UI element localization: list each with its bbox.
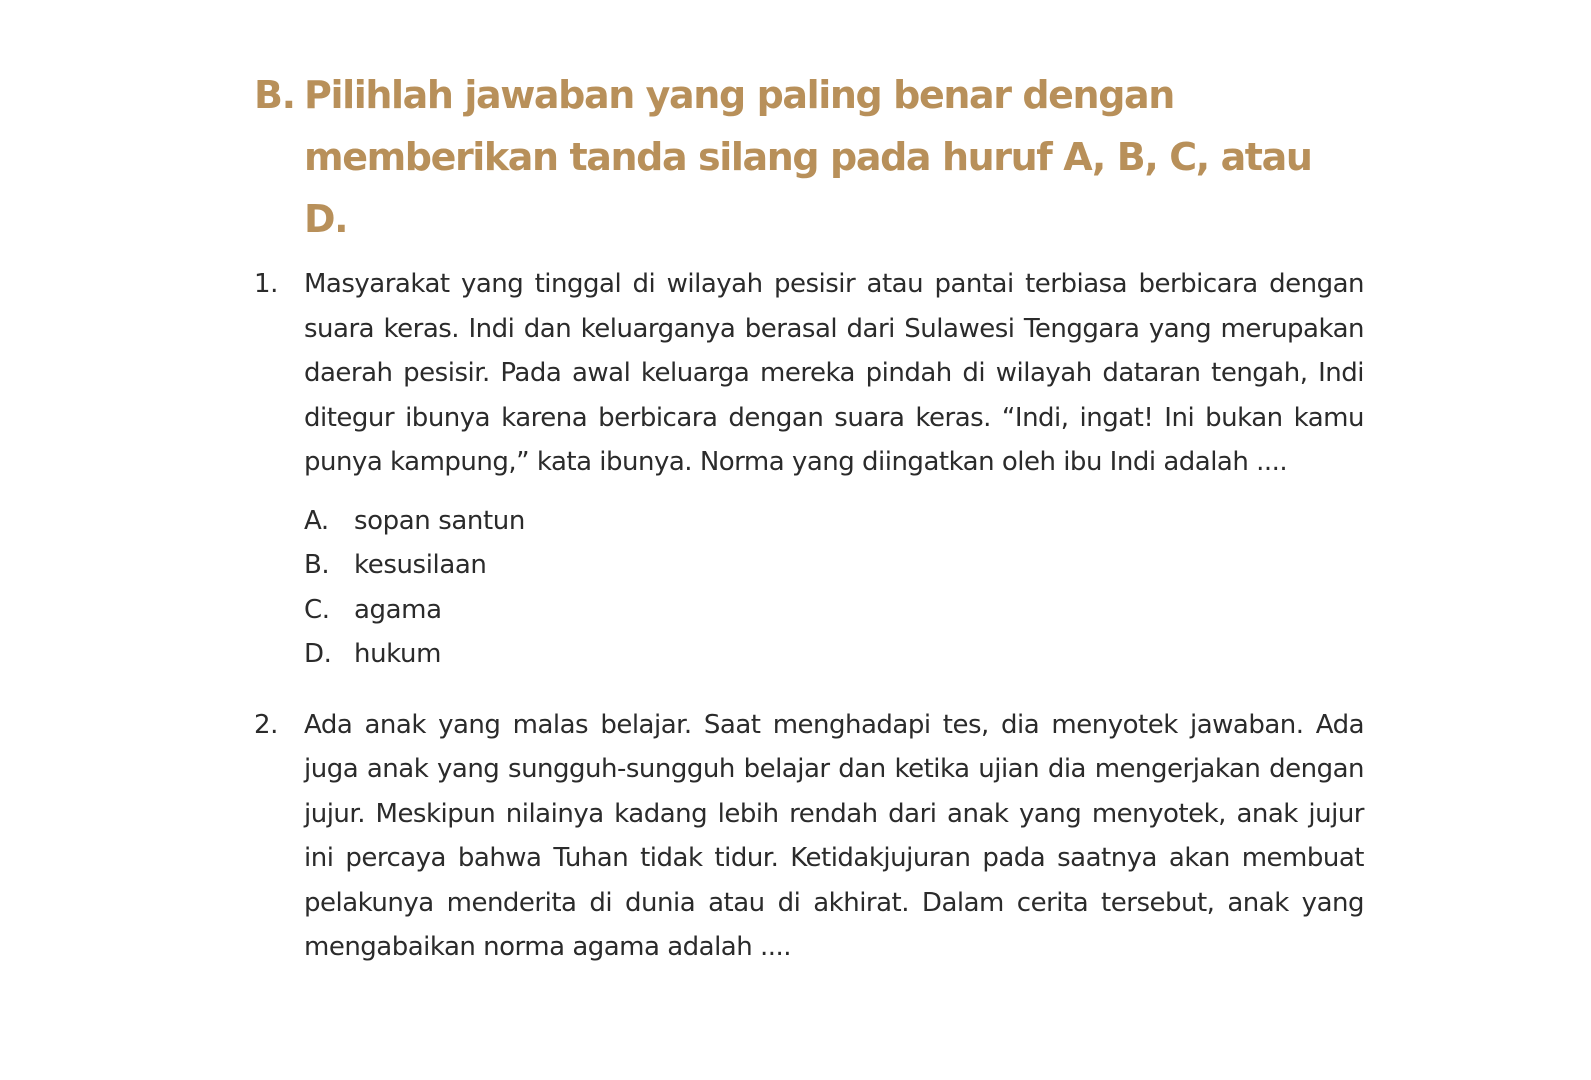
option-d[interactable]	[304, 632, 1364, 677]
section-heading	[254, 64, 1364, 250]
question-number: 2.	[254, 709, 279, 740]
question-number: 1.	[254, 269, 279, 299]
option-a[interactable]	[304, 499, 1364, 544]
option-text: agama	[354, 594, 442, 625]
question-1	[254, 262, 1364, 677]
question-body	[304, 703, 1364, 970]
option-letter: A.	[304, 505, 329, 536]
question-stem: Masyarakat yang tinggal di wilayah pesisir atau pantai terbiasa berbicara dengan suara keras. Indi dan keluarganya berasal dari Sulawesi Tenggara yang merupakan daerah pesisir. Pada awal keluarga mereka pindah di wilayah dataran tengah, Indi ditegur ibunya karena berbicara dengan suara keras. “Indi, ingat! Ini bukan kamu punya kampung,” kata ibunya. Norma yang diingatkan oleh ibu Indi adalah ....	[304, 269, 1364, 477]
answer-options	[304, 499, 1364, 677]
question-body	[304, 262, 1364, 677]
option-b[interactable]	[304, 543, 1364, 588]
option-text: hukum	[354, 639, 442, 669]
option-c[interactable]	[304, 588, 1364, 633]
question-2	[254, 703, 1364, 970]
worksheet-page	[254, 64, 1364, 970]
section-marker: B.	[254, 73, 295, 117]
option-text: sopan santun	[354, 505, 525, 536]
question-stem: Ada anak yang malas belajar. Saat menghadapi tes, dia menyotek jawaban. Ada juga anak yang sungguh-sungguh belajar dan ketika ujian dia mengerjakan dengan jujur. Meskipun nilainya kadang lebih rendah dari anak yang menyotek, anak jujur ini percaya bahwa Tuhan tidak tidur. Ketidakjujuran pada saatnya akan membuat pelakunya menderita di dunia atau di akhirat. Dalam cerita tersebut, anak yang mengabaikan norma agama adalah ....	[304, 709, 1364, 962]
option-text: kesusilaan	[354, 550, 487, 580]
option-letter: C.	[304, 594, 330, 625]
section-instruction: Pilihlah jawaban yang paling benar dengan memberikan tanda silang pada huruf A, B, C, atau D.	[304, 73, 1312, 241]
option-letter: B.	[304, 550, 330, 580]
option-letter: D.	[304, 639, 332, 669]
